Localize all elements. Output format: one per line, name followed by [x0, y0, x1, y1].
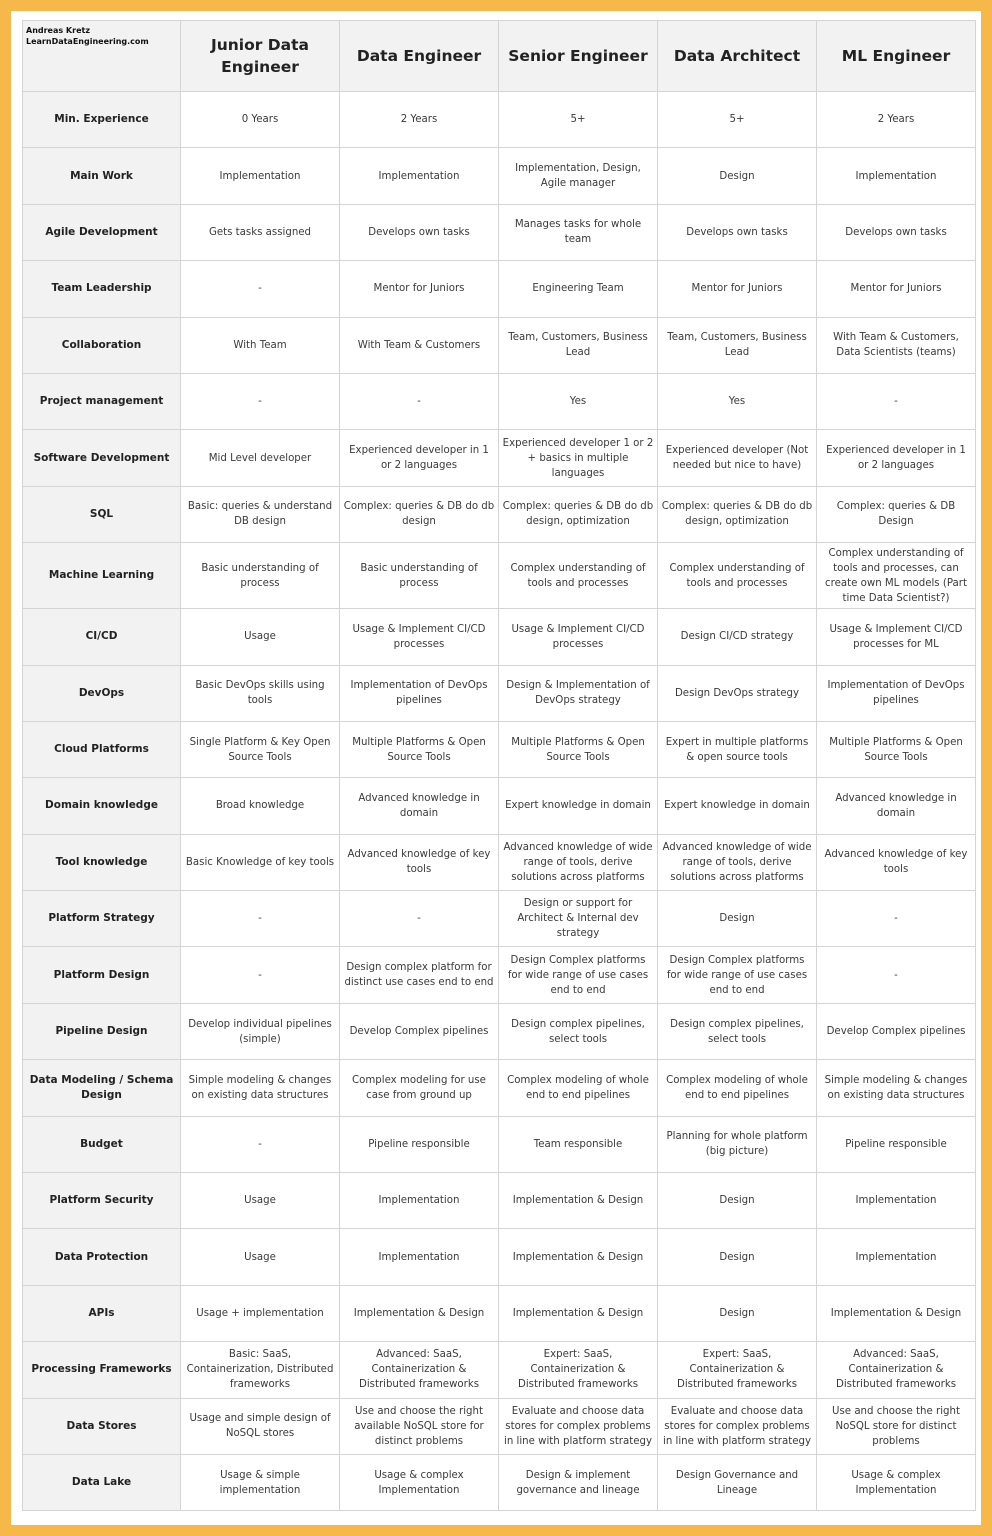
table-cell: Advanced knowledge of wide range of tools, derive solutions across platforms	[499, 834, 658, 890]
table-cell: -	[817, 891, 976, 947]
table-cell: Design complex platform for distinct use cases end to end	[340, 947, 499, 1003]
table-cell: Complex: queries & DB Design	[817, 486, 976, 542]
table-row	[23, 1116, 976, 1172]
table-cell: Design	[658, 1229, 817, 1285]
row-label: Data Lake	[23, 1454, 181, 1510]
table-cell: Complex modeling for use case from ground up	[340, 1060, 499, 1116]
table-cell: Team, Customers, Business Lead	[499, 317, 658, 373]
table-row	[23, 261, 976, 317]
table-cell: Usage and simple design of NoSQL stores	[181, 1398, 340, 1454]
row-label: Platform Security	[23, 1173, 181, 1229]
table-cell: Implementation	[817, 1229, 976, 1285]
table-cell: Basic: SaaS, Containerization, Distributed frameworks	[181, 1342, 340, 1398]
table-cell: Advanced knowledge in domain	[340, 778, 499, 834]
table-cell: Advanced: SaaS, Containerization & Distributed frameworks	[817, 1342, 976, 1398]
table-cell: Advanced knowledge in domain	[817, 778, 976, 834]
row-label: CI/CD	[23, 609, 181, 665]
table-cell: Implementation of DevOps pipelines	[817, 665, 976, 721]
table-row	[23, 834, 976, 890]
table-cell: With Team	[181, 317, 340, 373]
row-label: APIs	[23, 1285, 181, 1341]
table-cell: -	[340, 373, 499, 429]
row-label: Main Work	[23, 148, 181, 204]
table-cell: Broad knowledge	[181, 778, 340, 834]
table-cell: -	[817, 947, 976, 1003]
row-label: Domain knowledge	[23, 778, 181, 834]
table-cell: Design Complex platforms for wide range of use cases end to end	[658, 947, 817, 1003]
table-cell: Team, Customers, Business Lead	[658, 317, 817, 373]
table-cell: Usage & complex Implementation	[340, 1454, 499, 1510]
table-cell: Mentor for Juniors	[340, 261, 499, 317]
table-cell: With Team & Customers	[340, 317, 499, 373]
table-cell: Engineering Team	[499, 261, 658, 317]
table-cell: Usage	[181, 1173, 340, 1229]
table-cell: Expert: SaaS, Containerization & Distributed frameworks	[658, 1342, 817, 1398]
table-cell: Develops own tasks	[817, 204, 976, 260]
table-cell: Design	[658, 1285, 817, 1341]
table-row	[23, 609, 976, 665]
table-cell: Yes	[499, 373, 658, 429]
table-cell: -	[817, 373, 976, 429]
table-cell: Advanced knowledge of key tools	[817, 834, 976, 890]
table-cell: Design	[658, 148, 817, 204]
table-row	[23, 430, 976, 486]
table-cell: Experienced developer in 1 or 2 languages	[817, 430, 976, 486]
row-label: Data Protection	[23, 1229, 181, 1285]
role-comparison-table	[22, 20, 976, 1511]
table-cell: Pipeline responsible	[340, 1116, 499, 1172]
row-label: Project management	[23, 373, 181, 429]
table-cell: Complex: queries & DB do db design, optimization	[658, 486, 817, 542]
table-row	[23, 947, 976, 1003]
table-cell: Simple modeling & changes on existing data structures	[817, 1060, 976, 1116]
table-row	[23, 665, 976, 721]
table-row	[23, 204, 976, 260]
author-site: LearnDataEngineering.com	[26, 37, 149, 46]
table-cell: Implementation	[340, 1173, 499, 1229]
table-cell: Mentor for Juniors	[658, 261, 817, 317]
row-label: Cloud Platforms	[23, 721, 181, 777]
table-cell: Design	[658, 891, 817, 947]
table-cell: Expert: SaaS, Containerization & Distributed frameworks	[499, 1342, 658, 1398]
table-cell: Implementation & Design	[817, 1285, 976, 1341]
table-cell: Basic understanding of process	[340, 543, 499, 609]
header-row	[23, 21, 976, 92]
table-cell: Implementation & Design	[340, 1285, 499, 1341]
table-cell: Yes	[658, 373, 817, 429]
table-cell: Usage & simple implementation	[181, 1454, 340, 1510]
table-cell: Complex understanding of tools and processes, can create own ML models (Part time Data Scientist?)	[817, 543, 976, 609]
table-cell: Implementation of DevOps pipelines	[340, 665, 499, 721]
table-cell: Simple modeling & changes on existing data structures	[181, 1060, 340, 1116]
role-header: Data Engineer	[340, 21, 499, 92]
table-cell: Implementation	[340, 1229, 499, 1285]
row-label: Data Stores	[23, 1398, 181, 1454]
table-cell: Usage	[181, 609, 340, 665]
row-label: DevOps	[23, 665, 181, 721]
table-cell: Usage & Implement CI/CD processes	[340, 609, 499, 665]
table-cell: Advanced: SaaS, Containerization & Distributed frameworks	[340, 1342, 499, 1398]
table-cell: 2 Years	[340, 92, 499, 148]
table-cell: Mentor for Juniors	[817, 261, 976, 317]
table-cell: -	[181, 261, 340, 317]
table-cell: Evaluate and choose data stores for complex problems in line with platform strategy	[499, 1398, 658, 1454]
table-cell: 2 Years	[817, 92, 976, 148]
table-row	[23, 92, 976, 148]
row-label: SQL	[23, 486, 181, 542]
table-cell: Mid Level developer	[181, 430, 340, 486]
table-row	[23, 1454, 976, 1510]
table-row	[23, 1342, 976, 1398]
table-cell: 0 Years	[181, 92, 340, 148]
table-cell: Develop Complex pipelines	[340, 1003, 499, 1059]
table-cell: Basic: queries & understand DB design	[181, 486, 340, 542]
row-label: Platform Design	[23, 947, 181, 1003]
table-cell: Usage	[181, 1229, 340, 1285]
table-cell: Pipeline responsible	[817, 1116, 976, 1172]
table-cell: Usage & Implement CI/CD processes	[499, 609, 658, 665]
table-cell: Complex understanding of tools and processes	[499, 543, 658, 609]
table-cell: -	[181, 373, 340, 429]
table-cell: Evaluate and choose data stores for complex problems in line with platform strategy	[658, 1398, 817, 1454]
table-cell: Implementation, Design, Agile manager	[499, 148, 658, 204]
role-header: Data Architect	[658, 21, 817, 92]
table-cell: Team responsible	[499, 1116, 658, 1172]
table-cell: Implementation & Design	[499, 1229, 658, 1285]
table-cell: Complex modeling of whole end to end pipelines	[658, 1060, 817, 1116]
table-row	[23, 1060, 976, 1116]
table-cell: 5+	[658, 92, 817, 148]
table-cell: Develop individual pipelines (simple)	[181, 1003, 340, 1059]
table-cell: Develops own tasks	[658, 204, 817, 260]
table-cell: Expert knowledge in domain	[658, 778, 817, 834]
table-row	[23, 778, 976, 834]
table-row	[23, 1173, 976, 1229]
row-label: Agile Development	[23, 204, 181, 260]
table-cell: Advanced knowledge of key tools	[340, 834, 499, 890]
table-cell: Experienced developer (Not needed but nice to have)	[658, 430, 817, 486]
table-cell: Implementation & Design	[499, 1173, 658, 1229]
author-credit	[23, 21, 181, 92]
table-cell: 5+	[499, 92, 658, 148]
table-cell: Single Platform & Key Open Source Tools	[181, 721, 340, 777]
role-header: Junior Data Engineer	[181, 21, 340, 92]
table-cell: Multiple Platforms & Open Source Tools	[499, 721, 658, 777]
table-cell: Design complex pipelines, select tools	[499, 1003, 658, 1059]
table-row	[23, 148, 976, 204]
table-cell: Experienced developer in 1 or 2 languages	[340, 430, 499, 486]
row-label: Machine Learning	[23, 543, 181, 609]
page-frame	[11, 11, 981, 1525]
table-cell: Complex: queries & DB do db design, optimization	[499, 486, 658, 542]
table-row	[23, 1229, 976, 1285]
role-header: ML Engineer	[817, 21, 976, 92]
table-cell: -	[181, 1116, 340, 1172]
table-cell: Basic Knowledge of key tools	[181, 834, 340, 890]
table-cell: Complex: queries & DB do db design	[340, 486, 499, 542]
table-cell: Design Governance and Lineage	[658, 1454, 817, 1510]
row-label: Pipeline Design	[23, 1003, 181, 1059]
table-cell: Usage & complex Implementation	[817, 1454, 976, 1510]
role-header: Senior Engineer	[499, 21, 658, 92]
table-cell: Implementation	[817, 1173, 976, 1229]
table-cell: -	[181, 947, 340, 1003]
table-cell: Implementation	[340, 148, 499, 204]
table-row	[23, 317, 976, 373]
table-cell: Use and choose the right NoSQL store for distinct problems	[817, 1398, 976, 1454]
table-cell: Develops own tasks	[340, 204, 499, 260]
table-row	[23, 543, 976, 609]
table-cell: Experienced developer 1 or 2 + basics in multiple languages	[499, 430, 658, 486]
row-label: Processing Frameworks	[23, 1342, 181, 1398]
row-label: Budget	[23, 1116, 181, 1172]
table-cell: Advanced knowledge of wide range of tools, derive solutions across platforms	[658, 834, 817, 890]
table-cell: With Team & Customers, Data Scientists (teams)	[817, 317, 976, 373]
table-body	[23, 92, 976, 1511]
table-cell: Design & Implementation of DevOps strategy	[499, 665, 658, 721]
table-cell: Basic understanding of process	[181, 543, 340, 609]
table-cell: Expert knowledge in domain	[499, 778, 658, 834]
table-row	[23, 486, 976, 542]
table-cell: -	[340, 891, 499, 947]
table-cell: Design	[658, 1173, 817, 1229]
table-cell: Gets tasks assigned	[181, 204, 340, 260]
row-label: Software Development	[23, 430, 181, 486]
table-cell: Multiple Platforms & Open Source Tools	[340, 721, 499, 777]
table-cell: Manages tasks for whole team	[499, 204, 658, 260]
table-row	[23, 721, 976, 777]
table-cell: Basic DevOps skills using tools	[181, 665, 340, 721]
table-cell: Design & implement governance and lineage	[499, 1454, 658, 1510]
table-row	[23, 1398, 976, 1454]
row-label: Tool knowledge	[23, 834, 181, 890]
table-row	[23, 373, 976, 429]
table-cell: Design Complex platforms for wide range of use cases end to end	[499, 947, 658, 1003]
table-cell: Implementation	[817, 148, 976, 204]
table-cell: Design CI/CD strategy	[658, 609, 817, 665]
table-row	[23, 891, 976, 947]
row-label: Min. Experience	[23, 92, 181, 148]
row-label: Team Leadership	[23, 261, 181, 317]
table-cell: Expert in multiple platforms & open source tools	[658, 721, 817, 777]
table-cell: Design complex pipelines, select tools	[658, 1003, 817, 1059]
table-cell: Usage & Implement CI/CD processes for ML	[817, 609, 976, 665]
table-row	[23, 1285, 976, 1341]
row-label: Platform Strategy	[23, 891, 181, 947]
table-cell: Planning for whole platform (big picture)	[658, 1116, 817, 1172]
table-cell: Design DevOps strategy	[658, 665, 817, 721]
table-row	[23, 1003, 976, 1059]
table-cell: Usage + implementation	[181, 1285, 340, 1341]
author-name: Andreas Kretz	[26, 26, 90, 35]
table-cell: Develop Complex pipelines	[817, 1003, 976, 1059]
table-cell: Use and choose the right available NoSQL store for distinct problems	[340, 1398, 499, 1454]
table-cell: Complex understanding of tools and processes	[658, 543, 817, 609]
table-cell: Multiple Platforms & Open Source Tools	[817, 721, 976, 777]
table-cell: Implementation & Design	[499, 1285, 658, 1341]
table-cell: Complex modeling of whole end to end pipelines	[499, 1060, 658, 1116]
table-cell: Implementation	[181, 148, 340, 204]
table-cell: -	[181, 891, 340, 947]
row-label: Collaboration	[23, 317, 181, 373]
table-cell: Design or support for Architect & Internal dev strategy	[499, 891, 658, 947]
row-label: Data Modeling / Schema Design	[23, 1060, 181, 1116]
